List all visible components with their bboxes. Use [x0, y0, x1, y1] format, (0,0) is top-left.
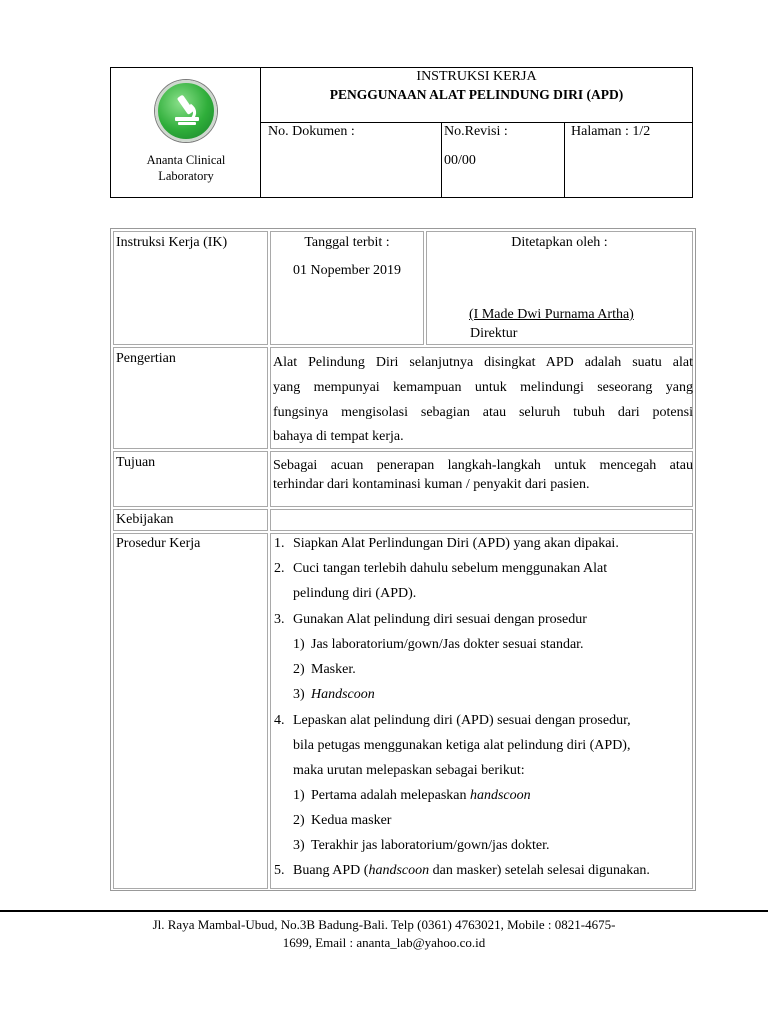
list-item: [274, 536, 285, 552]
list-item: Jas laboratorium/gown/Jas dokter sesuai standar.: [311, 637, 584, 652]
policy-label: Kebijakan: [116, 512, 174, 527]
issue-date-value: 01 Nopember 2019: [292, 263, 402, 278]
definition-label: Pengertian: [116, 351, 176, 366]
footer-address: [110, 916, 658, 952]
sub-step-number: 1): [293, 637, 305, 652]
step-number: 2.: [274, 561, 285, 576]
ik-label: Instruksi Kerja (IK): [116, 235, 228, 250]
step-number: 5.: [274, 863, 285, 878]
document-header-table: [110, 67, 693, 198]
step-number: 3.: [274, 612, 285, 627]
list-item: Terakhir jas laboratorium/gown/jas dokter.: [311, 838, 550, 853]
procedure-label: Prosedur Kerja: [116, 536, 201, 551]
document-number-cell: [261, 123, 442, 197]
definition-line-1: Alat Pelindung Diri selanjutnya disingkat APD adalah suatu alat: [273, 355, 693, 370]
list-item: [293, 863, 650, 879]
definition-label-cell: [113, 347, 268, 449]
list-item: bila petugas menggunakan ketiga alat pelindung diri (APD),: [293, 738, 631, 753]
list-item: Kedua masker: [311, 813, 392, 828]
issue-date-cell: [270, 231, 424, 345]
definition-line-4: bahaya di tempat kerja.: [273, 429, 404, 444]
list-item: [274, 612, 285, 628]
definition-line-2: yang mempunyai kemampuan untuk melindungi seseorang yang: [273, 380, 693, 395]
list-item: [274, 561, 285, 577]
sub-step-number: 3): [293, 687, 305, 702]
list-item: [311, 788, 531, 804]
list-item: [274, 713, 285, 729]
ik-label-cell: [113, 231, 268, 345]
list-item: Cuci tangan terlebih dahulu sebelum menggunakan Alat: [293, 561, 608, 576]
procedure-table: [110, 228, 696, 891]
step-number: 4.: [274, 713, 285, 728]
list-item: Masker.: [311, 662, 356, 677]
procedure-label-cell: [113, 533, 268, 889]
list-item: pelindung diri (APD).: [293, 586, 417, 601]
page-label: Halaman : 1/2: [571, 124, 651, 139]
purpose-label: Tujuan: [116, 455, 156, 470]
list-item: Lepaskan alat pelindung diri (APD) sesuai dengan prosedur,: [293, 713, 631, 728]
organization-name-line1: Ananta Clinical: [146, 153, 226, 167]
revision-value: 00/00: [444, 153, 476, 168]
list-item: [274, 863, 285, 879]
revision-cell: [442, 123, 565, 197]
issue-date-label: Tanggal terbit :: [304, 235, 390, 250]
definition-content-cell: [270, 347, 693, 449]
sub-step-number: 1): [293, 788, 305, 803]
organization-name-line2: Laboratory: [158, 169, 214, 183]
revision-label: No.Revisi :: [444, 124, 508, 139]
purpose-line-2: terhindar dari kontaminasi kuman / penyakit dari pasien.: [273, 477, 590, 492]
document-number-label: No. Dokumen :: [268, 124, 355, 139]
policy-label-cell: [113, 509, 268, 531]
microscope-icon: [155, 80, 217, 142]
approved-by-cell: [426, 231, 693, 345]
list-item: Handscoon: [311, 687, 375, 702]
purpose-content-cell: [270, 451, 693, 507]
list-item-emphasis: handscoon: [469, 788, 531, 803]
sub-step-number: 2): [293, 813, 305, 828]
footer-divider: [0, 910, 768, 912]
list-item-text: dan masker) setelah selesai digunakan.: [429, 863, 650, 878]
list-item-emphasis: handscoon: [368, 863, 430, 878]
purpose-line-1: Sebagai acuan penerapan langkah-langkah untuk mencegah atau: [273, 458, 693, 473]
organization-name: [111, 152, 261, 184]
document-type: INSTRUKSI KERJA: [416, 69, 537, 84]
logo-cell: [111, 68, 261, 197]
title-cell: [261, 68, 692, 123]
list-item: Gunakan Alat pelindung diri sesuai dengan prosedur: [293, 612, 587, 627]
list-item-text: Pertama adalah melepaskan: [311, 788, 470, 803]
policy-content-cell: [270, 509, 693, 531]
list-item: maka urutan melepaskan sebagai berikut:: [293, 763, 525, 778]
footer-line-1: Jl. Raya Mambal-Ubud, No.3B Badung-Bali. Telp (0361) 4763021, Mobile : 0821-4675-: [152, 917, 616, 932]
approved-by-label: Ditetapkan oleh :: [511, 235, 608, 250]
list-item-text: Buang APD (: [293, 863, 369, 878]
step-number: 1.: [274, 536, 285, 551]
sub-step-number: 3): [293, 838, 305, 853]
sub-step-number: 2): [293, 662, 305, 677]
page-cell: [565, 123, 692, 197]
list-item: Siapkan Alat Perlindungan Diri (APD) yang akan dipakai.: [293, 536, 619, 551]
document-title: PENGGUNAAN ALAT PELINDUNG DIRI (APD): [329, 87, 624, 102]
purpose-label-cell: [113, 451, 268, 507]
definition-line-3: fungsinya mengisolasi sebagian atau seluruh tubuh dari potensi: [273, 405, 693, 420]
signer-name: (I Made Dwi Purnama Artha): [469, 307, 634, 322]
procedure-content-cell: [270, 533, 693, 889]
signer-title: Direktur: [470, 326, 518, 341]
footer-line-2: 1699, Email : ananta_lab@yahoo.co.id: [282, 935, 486, 950]
